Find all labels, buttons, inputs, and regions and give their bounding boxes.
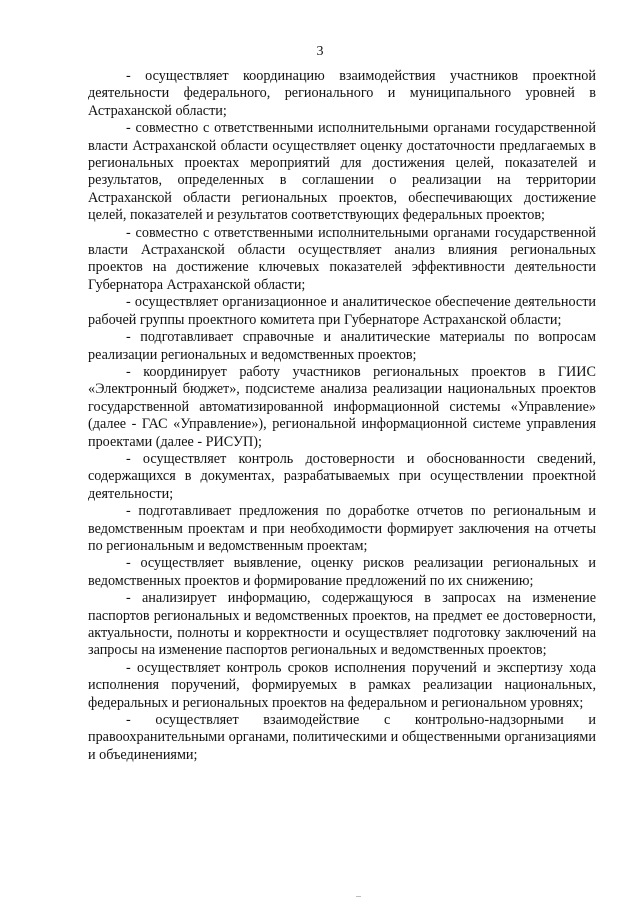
document-body — [88, 68, 596, 764]
list-item-systems-coordination: - координирует работу участников региональных проектов в ГИИС «Электронный бюджет», подсистеме анализа реализации национальных проектов государственной автоматизированной информационной системы «Управление» (далее - ГАС «Управление»), региональной информационной системе управления проектами (далее - РИСУП); — [88, 363, 596, 450]
list-item-coordination: - осуществляет координацию взаимодействия участников проектной деятельности федерального, регионального и муниципального уровней в Астраханской области; — [88, 68, 596, 119]
list-item-instructions-control: - осуществляет контроль сроков исполнения поручений и экспертизу хода исполнения поручений, формируемых в рамках реализации национальных, федеральных и региональных проектов на федеральном и региональном уровнях; — [88, 659, 596, 711]
list-item-reference-materials: - подготавливает справочные и аналитические материалы по вопросам реализации региональных и ведомственных проектов; — [88, 329, 596, 363]
list-item-interaction: - осуществляет взаимодействие с контрольно-надзорными и правоохранительными органами, политическими и общественными организациями и объединениями; — [88, 712, 596, 763]
list-item-report-proposals: - подготавливает предложения по доработке отчетов по региональным и ведомственным проектам и при необходимости формирует заключения на отчеты по региональным и ведомственным проектам; — [88, 503, 596, 554]
list-item-risk-assessment: - осуществляет выявление, оценку рисков реализации региональных и ведомственных проектов и формирование предложений по их снижению; — [88, 555, 596, 589]
list-item-reliability-control: - осуществляет контроль достоверности и обоснованности сведений, содержащихся в документах, разрабатываемых при осуществлении проектной деятельности; — [88, 450, 596, 502]
list-item-change-requests: - анализирует информацию, содержащуюся в запросах на изменение паспортов региональных и ведомственных проектов, на предмет ее достоверности, актуальности, полноты и корректности и осуществляет подготовку заключений на запросы на изменение паспортов региональных и ведомственных проектов; — [88, 590, 596, 659]
list-item-sufficiency-assessment: - совместно с ответственными исполнительными органами государственной власти Астраханской области осуществляет оценку достаточности предлагаемых в региональных проектах мероприятий для достижения целей, показателей и результатов, определенных в соглашении о реализации на территории Астраханской области региональных проектов, обеспечивающих достижение целей, показателей и результатов соответствующих федеральных проектов; — [88, 120, 596, 224]
scan-mark — [356, 896, 361, 897]
list-item-impact-analysis: - совместно с ответственными исполнительными органами государственной власти Астраханской области осуществляет анализ влияния региональных проектов на достижение ключевых показателей эффективности деятельности Губернатора Астраханской области; — [88, 224, 596, 293]
list-item-working-group-support: - осуществляет организационное и аналитическое обеспечение деятельности рабочей группы проектного комитета при Губернаторе Астраханской области; — [88, 294, 596, 328]
page-number: 3 — [316, 44, 324, 59]
